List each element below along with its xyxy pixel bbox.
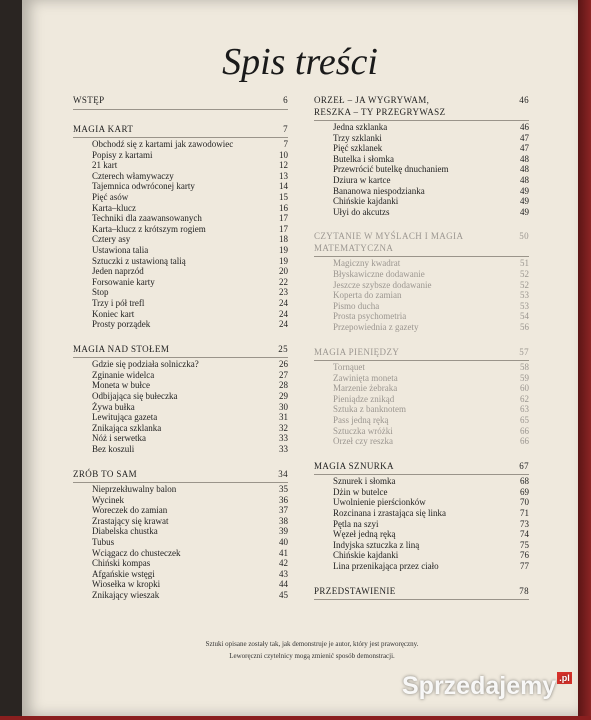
entry-page-number: 28 — [279, 380, 288, 391]
entry-page-number: 53 — [520, 290, 529, 301]
toc-section — [314, 347, 529, 447]
entry-page-number: 47 — [520, 143, 529, 154]
section-heading — [73, 344, 288, 356]
section-divider — [314, 474, 529, 475]
entry-page-number: 24 — [279, 297, 288, 308]
entry-page-number: 33 — [279, 443, 288, 454]
entry-page-number: 37 — [279, 505, 288, 516]
entry-page-number: 77 — [520, 561, 529, 571]
toc-entry — [314, 529, 529, 540]
entry-page-number: 71 — [520, 508, 529, 519]
entry-title: Techniki dla zaawansowanych — [92, 213, 202, 224]
entry-title: Nieprzekłuwalny balon — [92, 484, 177, 495]
toc-entry — [314, 311, 529, 322]
entry-title: Prosta psychometria — [333, 311, 407, 322]
entry-page-number: 75 — [520, 539, 529, 550]
entry-page-number: 19 — [279, 244, 288, 255]
entry-page-number: 15 — [279, 191, 288, 202]
entry-title: Karta–klucz z krótszym rogiem — [92, 223, 206, 234]
entry-title: Sztuczka wróżki — [333, 425, 393, 436]
entry-title: Stop — [92, 287, 109, 298]
entry-page-number: 32 — [279, 422, 288, 433]
entry-page-number: 48 — [520, 174, 529, 185]
entry-page-number: 52 — [520, 279, 529, 290]
entry-page-number: 29 — [279, 390, 288, 401]
toc-section — [73, 469, 288, 601]
entry-title: Moneta w bułce — [92, 380, 150, 391]
entry-page-number: 63 — [520, 404, 529, 415]
section-title: PRZEDSTAWIENIE — [314, 585, 396, 596]
toc-entry — [314, 164, 529, 175]
toc-entry — [314, 290, 529, 301]
toc-entry — [314, 196, 529, 207]
toc-section — [73, 344, 288, 455]
entry-title: Butelka i słomka — [333, 153, 394, 164]
entry-page-number: 10 — [279, 149, 288, 160]
entry-title: Bez koszuli — [92, 443, 135, 454]
entry-page-number: 33 — [279, 433, 288, 444]
section-page-number: 25 — [278, 343, 288, 354]
footnote — [142, 638, 482, 662]
entry-page-number: 22 — [279, 276, 288, 287]
toc-entry — [314, 436, 529, 447]
entry-page-number: 13 — [279, 170, 288, 181]
entry-page-number: 48 — [520, 153, 529, 164]
toc-entry — [73, 537, 288, 548]
toc-section — [314, 586, 529, 601]
entry-title: Błyskawiczne dodawanie — [333, 268, 425, 279]
entry-title: Trzy szklanki — [333, 132, 382, 143]
entry-title: Pętla na szyi — [333, 518, 379, 529]
entry-title: Woreczek do zamian — [92, 505, 168, 516]
toc-entry — [314, 186, 529, 197]
entry-title: Pismo ducha — [333, 300, 380, 311]
entry-page-number: 41 — [279, 547, 288, 558]
entry-title: Tajemnica odwróconej karty — [92, 181, 195, 192]
entry-title: Popisy z kartami — [92, 149, 153, 160]
toc-entry — [314, 143, 529, 154]
toc-entry — [314, 258, 529, 269]
book-bottom-edge — [0, 716, 591, 720]
toc-entry — [314, 322, 529, 333]
entry-title: Karta–klucz — [92, 202, 136, 213]
section-divider — [73, 482, 288, 483]
toc-entry — [73, 309, 288, 320]
entry-title: Gdzie się podziała solniczka? — [92, 359, 199, 370]
toc-entry — [314, 122, 529, 133]
entry-page-number: 40 — [279, 537, 288, 547]
entry-page-number: 45 — [279, 589, 288, 600]
toc-entry — [73, 181, 288, 192]
entry-page-number: 46 — [520, 122, 529, 132]
toc-entry — [314, 280, 529, 291]
entry-title: Trzy i pół trefl — [92, 297, 145, 308]
entry-title: Sznurek i słomka — [333, 476, 396, 487]
toc-entry — [73, 160, 288, 171]
entry-title: Cztery asy — [92, 234, 131, 245]
toc-entry — [73, 287, 288, 298]
toc-entry — [73, 380, 288, 391]
entry-title: Dziura w kartce — [333, 174, 391, 185]
entry-title: Pięć asów — [92, 191, 129, 202]
section-heading — [73, 124, 288, 136]
entry-page-number: 20 — [279, 266, 288, 277]
toc-entry — [73, 224, 288, 235]
entry-page-number: 39 — [279, 526, 288, 537]
section-page-number: 78 — [519, 585, 529, 596]
section-heading — [314, 347, 529, 359]
entry-title: Zrastający się krawat — [92, 515, 169, 526]
entry-title: Koperta do zamian — [333, 290, 402, 301]
entry-page-number: 70 — [520, 497, 529, 508]
toc-entry — [73, 266, 288, 277]
entry-title: Pieniądze znikąd — [333, 393, 395, 404]
toc-entry — [73, 203, 288, 214]
entry-page-number: 19 — [279, 255, 288, 266]
toc-section — [73, 124, 288, 330]
toc-entry — [314, 497, 529, 508]
entry-title: Lina przenikająca przez ciało — [333, 561, 439, 571]
section-heading — [314, 461, 529, 473]
entry-title: Odbijająca się bułeczka — [92, 390, 178, 401]
entry-page-number: 42 — [279, 558, 288, 569]
watermark-text: Sprzedajemy — [402, 672, 557, 700]
toc-entry — [314, 394, 529, 405]
toc-entry — [73, 277, 288, 288]
entry-page-number: 31 — [279, 412, 288, 423]
toc-entry — [73, 412, 288, 423]
toc-entry — [73, 505, 288, 516]
toc-entry — [73, 171, 288, 182]
entry-page-number: 58 — [520, 362, 529, 372]
toc-entry — [314, 487, 529, 498]
entry-title: Znikająca szklanka — [92, 422, 162, 433]
toc-entry — [314, 561, 529, 572]
entry-title: Chińskie kajdanki — [333, 196, 399, 207]
entry-title: Przewrócić butelkę dnuchaniem — [333, 164, 449, 175]
entry-page-number: 27 — [279, 369, 288, 380]
entry-page-number: 73 — [520, 518, 529, 529]
entry-title: Zginanie widelca — [92, 369, 155, 380]
entry-title: Pięć szklanek — [333, 143, 383, 154]
section-title: ZRÓB TO SAM — [73, 468, 138, 479]
entry-title: Koniec kart — [92, 308, 135, 319]
toc-entry — [73, 484, 288, 495]
entry-title: Obchodź się z kartami jak zawodowiec — [92, 139, 234, 149]
footnote-line-2: Leworęczni czytelnicy mogą zmienić sposób demonstracji. — [229, 652, 395, 660]
page-title: Spis treści — [222, 41, 378, 83]
toc-entry — [73, 569, 288, 580]
entry-title: Jeszcze szybsze dodawanie — [333, 279, 432, 290]
entry-page-number: 52 — [520, 268, 529, 279]
toc-entry — [73, 245, 288, 256]
entry-page-number: 68 — [520, 476, 529, 487]
entry-title: Sztuka z banknotem — [333, 404, 406, 415]
entry-title: Rozcinana i zrastająca się linka — [333, 508, 446, 519]
entry-title: Tornąuet — [333, 362, 365, 372]
entry-page-number: 12 — [279, 160, 288, 171]
entry-title: Ułyi do akcutzs — [333, 206, 390, 217]
entry-page-number: 18 — [279, 234, 288, 245]
toc-entry — [73, 558, 288, 569]
entry-page-number: 30 — [279, 401, 288, 412]
section-divider — [73, 109, 288, 110]
footnote-line-1: Sztuki opisane zostały tak, jak demonstruje je autor, który jest praworęczny. — [205, 640, 419, 648]
toc-entry — [73, 150, 288, 161]
entry-page-number: 26 — [279, 359, 288, 370]
entry-title: Zawinięta moneta — [333, 372, 398, 383]
toc-entry — [73, 234, 288, 245]
entry-title: Prosty porządek — [92, 319, 151, 330]
entry-title: Pass jedną ręką — [333, 414, 389, 425]
toc-entry — [73, 433, 288, 444]
entry-page-number: 49 — [520, 196, 529, 207]
entry-title: Wycinek — [92, 494, 124, 505]
toc-entry — [314, 415, 529, 426]
entry-title: Diabelska chustka — [92, 526, 158, 537]
watermark-tld: .pl — [559, 673, 570, 683]
section-title: WSTĘP — [73, 95, 105, 105]
toc-left-column — [73, 95, 288, 615]
entry-title: Forsowanie karty — [92, 276, 155, 287]
toc-entry — [314, 301, 529, 312]
section-title: MAGIA PIENIĘDZY — [314, 346, 400, 357]
toc-entry — [314, 508, 529, 519]
entry-title: Dżin w butelce — [333, 486, 388, 497]
entry-title: Bananowa niespodzianka — [333, 185, 425, 196]
toc-entry — [314, 383, 529, 394]
section-divider — [73, 137, 288, 138]
toc-entry — [73, 298, 288, 309]
toc-section — [314, 461, 529, 572]
entry-page-number: 62 — [520, 393, 529, 404]
entry-page-number: 38 — [279, 515, 288, 526]
toc-entry — [73, 526, 288, 537]
entry-page-number: 53 — [520, 300, 529, 311]
entry-page-number: 16 — [279, 202, 288, 213]
section-page-number: 7 — [283, 123, 288, 134]
toc-entry — [314, 540, 529, 551]
toc-entry — [73, 579, 288, 590]
section-heading — [314, 95, 529, 118]
toc-entry — [314, 269, 529, 280]
section-divider — [73, 357, 288, 358]
toc-entry — [73, 402, 288, 413]
toc-entry — [73, 516, 288, 527]
toc-entry — [73, 213, 288, 224]
toc-entry — [314, 373, 529, 384]
entry-title: Przepowiednia z gazety — [333, 321, 419, 332]
entry-title: Tubus — [92, 537, 115, 547]
toc-entry — [73, 256, 288, 267]
toc-entry — [73, 495, 288, 506]
section-title: MAGIA NAD STOŁEM — [73, 343, 170, 354]
entry-title: Wiosełka w kropki — [92, 579, 161, 590]
toc-section — [73, 95, 288, 110]
section-page-number: 50 — [519, 231, 529, 242]
entry-page-number: 7 — [283, 139, 288, 149]
entry-title: Czterech włamywaczy — [92, 170, 174, 181]
toc-entry — [73, 370, 288, 381]
toc-entry — [314, 426, 529, 437]
entry-page-number: 24 — [279, 308, 288, 319]
entry-page-number: 49 — [520, 185, 529, 196]
entry-title: Marzenie żebraka — [333, 383, 398, 394]
toc-entry — [314, 175, 529, 186]
entry-title: Ustawiona talia — [92, 244, 149, 255]
entry-page-number: 44 — [279, 579, 288, 590]
entry-page-number: 74 — [520, 529, 529, 540]
entry-page-number: 51 — [520, 258, 529, 269]
entry-title: 21 kart — [92, 160, 118, 171]
entry-page-number: 35 — [279, 484, 288, 495]
entry-page-number: 69 — [520, 486, 529, 497]
section-divider — [314, 360, 529, 361]
entry-title: Jedna szklanka — [333, 122, 388, 132]
section-page-number: 67 — [519, 460, 529, 471]
section-page-number: 57 — [519, 346, 529, 357]
entry-title: Uwolnienie pierścionków — [333, 497, 426, 508]
toc-entry — [314, 519, 529, 530]
entry-title: Indyjska sztuczka z liną — [333, 539, 420, 550]
entry-title: Chiński kompas — [92, 558, 151, 569]
entry-page-number: 65 — [520, 414, 529, 425]
entry-title: Węzeł jedną ręką — [333, 529, 396, 540]
entry-page-number: 43 — [279, 568, 288, 579]
toc-section — [314, 231, 529, 332]
entry-page-number: 23 — [279, 287, 288, 298]
entry-title: Wciągacz do chusteczek — [92, 547, 181, 558]
toc-entry — [73, 139, 288, 150]
section-page-number: 6 — [283, 95, 288, 105]
entry-title: Znikający wieszak — [92, 589, 160, 600]
section-divider — [314, 256, 529, 257]
entry-title: Chińskie kajdanki — [333, 550, 399, 561]
toc-entry — [73, 192, 288, 203]
book-page — [22, 0, 578, 716]
entry-page-number: 76 — [520, 550, 529, 561]
entry-title: Lewitująca gazeta — [92, 412, 158, 423]
section-title: CZYTANIE W MYŚLACH I MAGIA MATEMATYCZNA — [314, 231, 464, 253]
entry-title: Afgańskie wstęgi — [92, 568, 155, 579]
entry-page-number: 49 — [520, 206, 529, 217]
section-page-number: 34 — [278, 468, 288, 479]
toc-section — [314, 95, 529, 217]
toc-entry — [314, 133, 529, 144]
entry-title: Jeden naprzód — [92, 266, 144, 277]
entry-page-number: 24 — [279, 319, 288, 330]
entry-page-number: 60 — [520, 383, 529, 394]
toc-entry — [73, 423, 288, 434]
section-heading — [73, 95, 288, 107]
section-heading — [314, 231, 529, 254]
entry-title: Żywa bułka — [92, 401, 135, 412]
toc-entry — [314, 550, 529, 561]
toc-entry — [314, 207, 529, 218]
toc-entry — [73, 359, 288, 370]
entry-page-number: 17 — [279, 223, 288, 234]
entry-page-number: 66 — [520, 425, 529, 436]
toc-right-column — [314, 95, 529, 614]
entry-page-number: 56 — [520, 321, 529, 332]
entry-page-number: 36 — [279, 494, 288, 505]
section-title: MAGIA KART — [73, 123, 134, 134]
book-cover-edge — [578, 0, 591, 720]
section-divider — [314, 120, 529, 121]
section-heading — [73, 469, 288, 481]
toc-entry — [73, 548, 288, 559]
section-title: ORZEŁ – JA WYGRYWAM, RESZKA – TY PRZEGRYWASZ — [314, 95, 446, 117]
toc-entry — [314, 362, 529, 373]
entry-page-number: 14 — [279, 181, 288, 192]
entry-page-number: 54 — [520, 311, 529, 322]
entry-page-number: 59 — [520, 372, 529, 383]
toc-entry — [314, 404, 529, 415]
toc-entry — [73, 391, 288, 402]
section-page-number: 46 — [519, 95, 529, 105]
entry-page-number: 48 — [520, 164, 529, 175]
toc-entry — [314, 154, 529, 165]
entry-title: Sztuczki z ustawioną talią — [92, 255, 186, 266]
section-divider — [314, 599, 529, 600]
entry-title: Nóż i serwetka — [92, 433, 146, 444]
section-title: MAGIA SZNURKA — [314, 460, 394, 471]
entry-title: Orzeł czy reszka — [333, 436, 393, 447]
toc-entry — [314, 476, 529, 487]
watermark-logo — [402, 672, 572, 701]
toc-entry — [73, 444, 288, 455]
toc-entry — [73, 590, 288, 601]
entry-title: Magiczny kwadrat — [333, 258, 401, 269]
section-heading — [314, 586, 529, 598]
entry-page-number: 66 — [520, 436, 529, 447]
entry-page-number: 47 — [520, 132, 529, 143]
toc-entry — [73, 319, 288, 330]
entry-page-number: 17 — [279, 213, 288, 224]
